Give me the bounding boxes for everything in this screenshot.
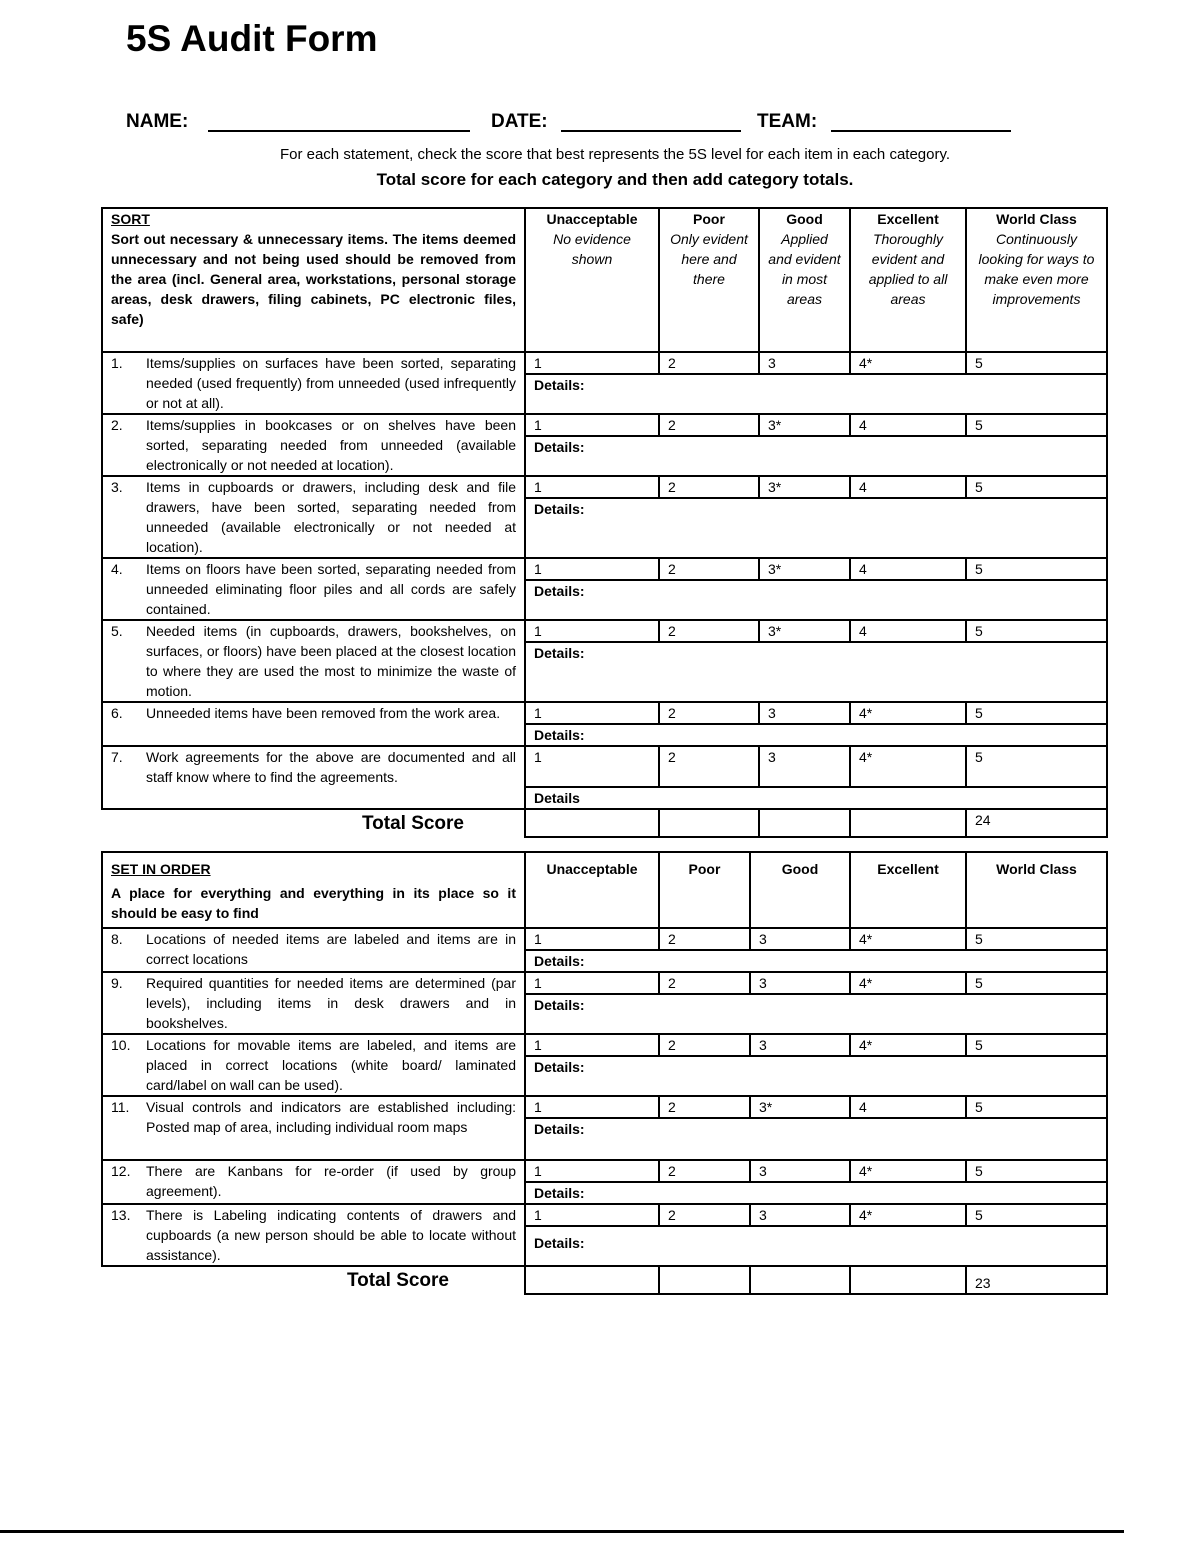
- column-description: No evidence shown: [553, 231, 631, 267]
- score-option-1[interactable]: 1: [525, 558, 659, 580]
- score-option-1[interactable]: 1: [525, 620, 659, 642]
- item-score-row: [102, 972, 1107, 994]
- total-score-label: Total Score: [361, 812, 464, 834]
- score-option-5[interactable]: 5: [966, 1096, 1107, 1118]
- item-statement: [102, 414, 525, 476]
- item-text: Needed items (in cupboards, drawers, bookshelves, on surfaces, or floors) have been placed at the closest location to where they are used the most to minimize the waste of motion.: [146, 623, 516, 699]
- item-number: 8.: [111, 931, 123, 947]
- score-option-4[interactable]: 4: [850, 558, 966, 580]
- score-option-3[interactable]: 3*: [750, 1096, 850, 1118]
- total-cell-world-class[interactable]: 23: [966, 1266, 1107, 1294]
- score-option-5[interactable]: 5: [966, 1034, 1107, 1056]
- score-option-1[interactable]: 1: [525, 928, 659, 950]
- category-cell: [102, 208, 525, 352]
- details-field[interactable]: Details:: [525, 498, 1107, 558]
- total-score-label: Total Score: [346, 1269, 449, 1291]
- total-cell-world-class[interactable]: 24: [966, 809, 1107, 837]
- column-description: Thoroughly evident and applied to all areas: [868, 231, 948, 307]
- score-option-1[interactable]: 1: [525, 1034, 659, 1056]
- item-score-row: [102, 702, 1107, 724]
- score-option-4[interactable]: 4*: [850, 1160, 966, 1182]
- name-field[interactable]: [208, 130, 470, 132]
- score-option-5[interactable]: 5: [966, 702, 1107, 724]
- item-number: 2.: [111, 417, 123, 433]
- item-number: 3.: [111, 479, 123, 495]
- score-option-1[interactable]: 1: [525, 352, 659, 374]
- item-number: 7.: [111, 749, 123, 765]
- score-option-2[interactable]: 2: [659, 558, 759, 580]
- column-title: Unacceptable: [546, 211, 638, 227]
- item-text: Items in cupboards or drawers, including desk and file drawers, have been sorted, separating needed from unneeded (available electronically or not needed at location).: [146, 479, 516, 555]
- score-option-4[interactable]: 4*: [850, 928, 966, 950]
- column-good: [759, 208, 850, 352]
- date-label: DATE:: [491, 111, 548, 132]
- score-option-1[interactable]: 1: [525, 702, 659, 724]
- category-description: A place for everything and everything in its place so it should be easy to find: [111, 885, 516, 921]
- item-statement: [102, 972, 525, 1034]
- score-option-2[interactable]: 2: [659, 746, 759, 787]
- total-cell-excellent[interactable]: [850, 1266, 966, 1294]
- details-field[interactable]: Details: [525, 787, 1107, 809]
- score-option-3[interactable]: 3: [759, 746, 850, 787]
- name-label: NAME:: [126, 111, 189, 132]
- item-number: 11.: [111, 1099, 130, 1115]
- item-score-row: [102, 414, 1107, 436]
- item-score-row: [102, 352, 1107, 374]
- item-statement: [102, 1034, 525, 1096]
- score-option-3[interactable]: 3*: [759, 620, 850, 642]
- score-option-5[interactable]: 5: [966, 972, 1107, 994]
- item-text: Items/supplies on surfaces have been sorted, separating needed (used frequently) from unneeded (used infrequently or not at all).: [146, 355, 516, 411]
- item-text: Items/supplies in bookcases or on shelves have been sorted, separating needed from unneeded (available electronically or not needed at location).: [146, 417, 516, 473]
- date-field[interactable]: [561, 130, 741, 132]
- item-statement: [102, 702, 525, 746]
- score-option-3[interactable]: 3: [750, 928, 850, 950]
- score-option-5[interactable]: 5: [966, 620, 1107, 642]
- category-title: SET IN ORDER: [111, 861, 211, 877]
- item-number: 1.: [111, 355, 123, 371]
- item-text: Work agreements for the above are documented and all staff know where to find the agreements.: [146, 749, 516, 785]
- details-field[interactable]: Details:: [525, 1118, 1107, 1160]
- score-option-2[interactable]: 2: [659, 352, 759, 374]
- item-statement: [102, 558, 525, 620]
- item-score-row: [102, 558, 1107, 580]
- item-text: Required quantities for needed items are determined (par levels), including items in desk drawers and in bookshelves.: [146, 975, 516, 1031]
- category-description: Sort out necessary & unnecessary items. The items deemed unnecessary and not being used should be removed from the area (incl. General area, workstations, personal storage areas, desk drawers, filing cabinets, PC electronic files, safe): [111, 231, 516, 327]
- section-header-row: [102, 852, 1107, 928]
- total-cell-unacceptable[interactable]: [525, 1266, 659, 1294]
- score-option-5[interactable]: 5: [966, 414, 1107, 436]
- column-world-class: [966, 208, 1107, 352]
- item-number: 4.: [111, 561, 123, 577]
- column-poor: [659, 852, 750, 928]
- score-option-1[interactable]: 1: [525, 1096, 659, 1118]
- column-poor: [659, 208, 759, 352]
- score-option-3[interactable]: 3: [759, 702, 850, 724]
- score-option-5[interactable]: 5: [966, 558, 1107, 580]
- item-score-row: [102, 1160, 1107, 1182]
- score-option-4[interactable]: 4: [850, 1096, 966, 1118]
- total-cell-unacceptable[interactable]: [525, 809, 659, 837]
- score-option-3[interactable]: 3*: [759, 476, 850, 498]
- score-option-2[interactable]: 2: [659, 1096, 750, 1118]
- score-option-3[interactable]: 3*: [759, 414, 850, 436]
- item-text: Unneeded items have been removed from the work area.: [146, 705, 501, 721]
- score-option-2[interactable]: 2: [659, 620, 759, 642]
- item-text: Locations of needed items are labeled and items are in correct locations: [146, 931, 516, 967]
- item-score-row: [102, 1034, 1107, 1056]
- column-description: Continuously looking for ways to make even more improvements: [978, 231, 1095, 307]
- score-option-4[interactable]: 4: [850, 414, 966, 436]
- total-score-row: [102, 809, 1107, 837]
- category-cell: [102, 852, 525, 928]
- details-field[interactable]: Details:: [525, 1226, 1107, 1266]
- score-option-4[interactable]: 4*: [850, 702, 966, 724]
- score-option-5[interactable]: 5: [966, 476, 1107, 498]
- score-option-5[interactable]: 5: [966, 928, 1107, 950]
- instructions-line-2: Total score for each category and then add category totals.: [376, 170, 854, 189]
- score-option-1[interactable]: 1: [525, 1204, 659, 1226]
- details-field[interactable]: Details:: [525, 436, 1107, 476]
- score-option-2[interactable]: 2: [659, 1204, 750, 1226]
- item-statement: [102, 476, 525, 558]
- score-option-1[interactable]: 1: [525, 746, 659, 787]
- item-statement: [102, 1160, 525, 1204]
- details-field[interactable]: Details:: [525, 580, 1107, 620]
- item-statement: [102, 352, 525, 414]
- column-title: World Class: [996, 861, 1077, 877]
- column-title: Good: [786, 211, 823, 227]
- total-cell-good[interactable]: [759, 809, 850, 837]
- score-option-2[interactable]: 2: [659, 476, 759, 498]
- score-option-5[interactable]: 5: [966, 1160, 1107, 1182]
- item-number: 10.: [111, 1037, 131, 1053]
- item-score-row: [102, 928, 1107, 950]
- item-text: Items on floors have been sorted, separating needed from unneeded eliminating floor piles and all cords are safely contained.: [146, 561, 516, 617]
- total-cell-poor[interactable]: [659, 809, 759, 837]
- item-score-row: [102, 476, 1107, 498]
- item-statement: [102, 1096, 525, 1160]
- item-score-row: [102, 746, 1107, 787]
- team-field[interactable]: [831, 130, 1011, 132]
- instructions-line-1: For each statement, check the score that best represents the 5S level for each item in each category.: [279, 146, 951, 163]
- column-unacceptable: [525, 852, 659, 928]
- total-cell-good[interactable]: [750, 1266, 850, 1294]
- column-title: Poor: [688, 861, 721, 877]
- column-title: Excellent: [877, 861, 939, 877]
- score-option-2[interactable]: 2: [659, 972, 750, 994]
- score-option-1[interactable]: 1: [525, 1160, 659, 1182]
- score-option-3[interactable]: 3: [750, 972, 850, 994]
- score-option-2[interactable]: 2: [659, 414, 759, 436]
- column-excellent: [850, 208, 966, 352]
- item-statement: [102, 746, 525, 809]
- column-description: Only evident here and there: [670, 231, 748, 287]
- score-option-2[interactable]: 2: [659, 702, 759, 724]
- form-title: 5S Audit Form: [126, 18, 378, 59]
- total-score-row: [102, 1266, 1107, 1294]
- score-option-2[interactable]: 2: [659, 928, 750, 950]
- item-number: 12.: [111, 1163, 131, 1179]
- score-option-4[interactable]: 4*: [850, 746, 966, 787]
- column-excellent: [850, 852, 966, 928]
- item-score-row: [102, 1096, 1107, 1118]
- score-option-4[interactable]: 4*: [850, 352, 966, 374]
- details-field[interactable]: Details:: [525, 374, 1107, 414]
- score-option-1[interactable]: 1: [525, 972, 659, 994]
- score-option-3[interactable]: 3: [750, 1160, 850, 1182]
- details-field[interactable]: Details:: [525, 642, 1107, 702]
- item-text: There is Labeling indicating contents of drawers and cupboards (a new person should be able to locate without assistance).: [146, 1207, 516, 1263]
- details-field[interactable]: Details:: [525, 994, 1107, 1034]
- score-option-4[interactable]: 4: [850, 476, 966, 498]
- score-option-3[interactable]: 3*: [759, 558, 850, 580]
- item-text: There are Kanbans for re-order (if used by group agreement).: [146, 1163, 516, 1199]
- score-option-1[interactable]: 1: [525, 414, 659, 436]
- column-good: [750, 852, 850, 928]
- score-option-3[interactable]: 3: [750, 1034, 850, 1056]
- column-title: World Class: [996, 211, 1077, 227]
- details-field[interactable]: Details:: [525, 1182, 1107, 1204]
- score-option-5[interactable]: 5: [966, 746, 1107, 787]
- team-label: TEAM:: [757, 111, 818, 132]
- column-title: Good: [781, 861, 819, 877]
- total-cell-excellent[interactable]: [850, 809, 966, 837]
- score-option-1[interactable]: 1: [525, 476, 659, 498]
- score-option-4[interactable]: 4*: [850, 1204, 966, 1226]
- score-option-4[interactable]: 4*: [850, 972, 966, 994]
- item-statement: [102, 928, 525, 972]
- item-number: 6.: [111, 705, 123, 721]
- score-option-5[interactable]: 5: [966, 1204, 1107, 1226]
- item-text: Locations for movable items are labeled, and items are placed in correct locations (white board/ laminated card/label on wall can be used).: [146, 1037, 516, 1093]
- item-score-row: [102, 1204, 1107, 1226]
- details-field[interactable]: Details:: [525, 950, 1107, 972]
- column-title: Unacceptable: [546, 861, 638, 877]
- score-option-2[interactable]: 2: [659, 1160, 750, 1182]
- column-description: Applied and evident in most areas: [768, 231, 841, 307]
- details-field[interactable]: Details:: [525, 724, 1107, 746]
- item-number: 13.: [111, 1207, 131, 1223]
- score-option-3[interactable]: 3: [759, 352, 850, 374]
- column-title: Excellent: [877, 211, 939, 227]
- sort-section-table: [101, 207, 1108, 838]
- column-unacceptable: [525, 208, 659, 352]
- score-option-3[interactable]: 3: [750, 1204, 850, 1226]
- total-cell-poor[interactable]: [659, 1266, 750, 1294]
- footer-rule: [0, 1530, 1124, 1533]
- score-option-4[interactable]: 4*: [850, 1034, 966, 1056]
- column-world-class: [966, 852, 1107, 928]
- set-in-order-section-table: [101, 851, 1108, 1295]
- item-statement: [102, 1204, 525, 1266]
- item-number: 9.: [111, 975, 123, 991]
- score-option-5[interactable]: 5: [966, 352, 1107, 374]
- details-field[interactable]: Details:: [525, 1056, 1107, 1096]
- score-option-2[interactable]: 2: [659, 1034, 750, 1056]
- column-title: Poor: [693, 211, 725, 227]
- item-number: 5.: [111, 623, 123, 639]
- item-score-row: [102, 620, 1107, 642]
- category-title: SORT: [111, 211, 150, 227]
- item-text: Visual controls and indicators are established including: Posted map of area, including individual room maps: [146, 1099, 516, 1135]
- section-header-row: [102, 208, 1107, 352]
- item-statement: [102, 620, 525, 702]
- score-option-4[interactable]: 4: [850, 620, 966, 642]
